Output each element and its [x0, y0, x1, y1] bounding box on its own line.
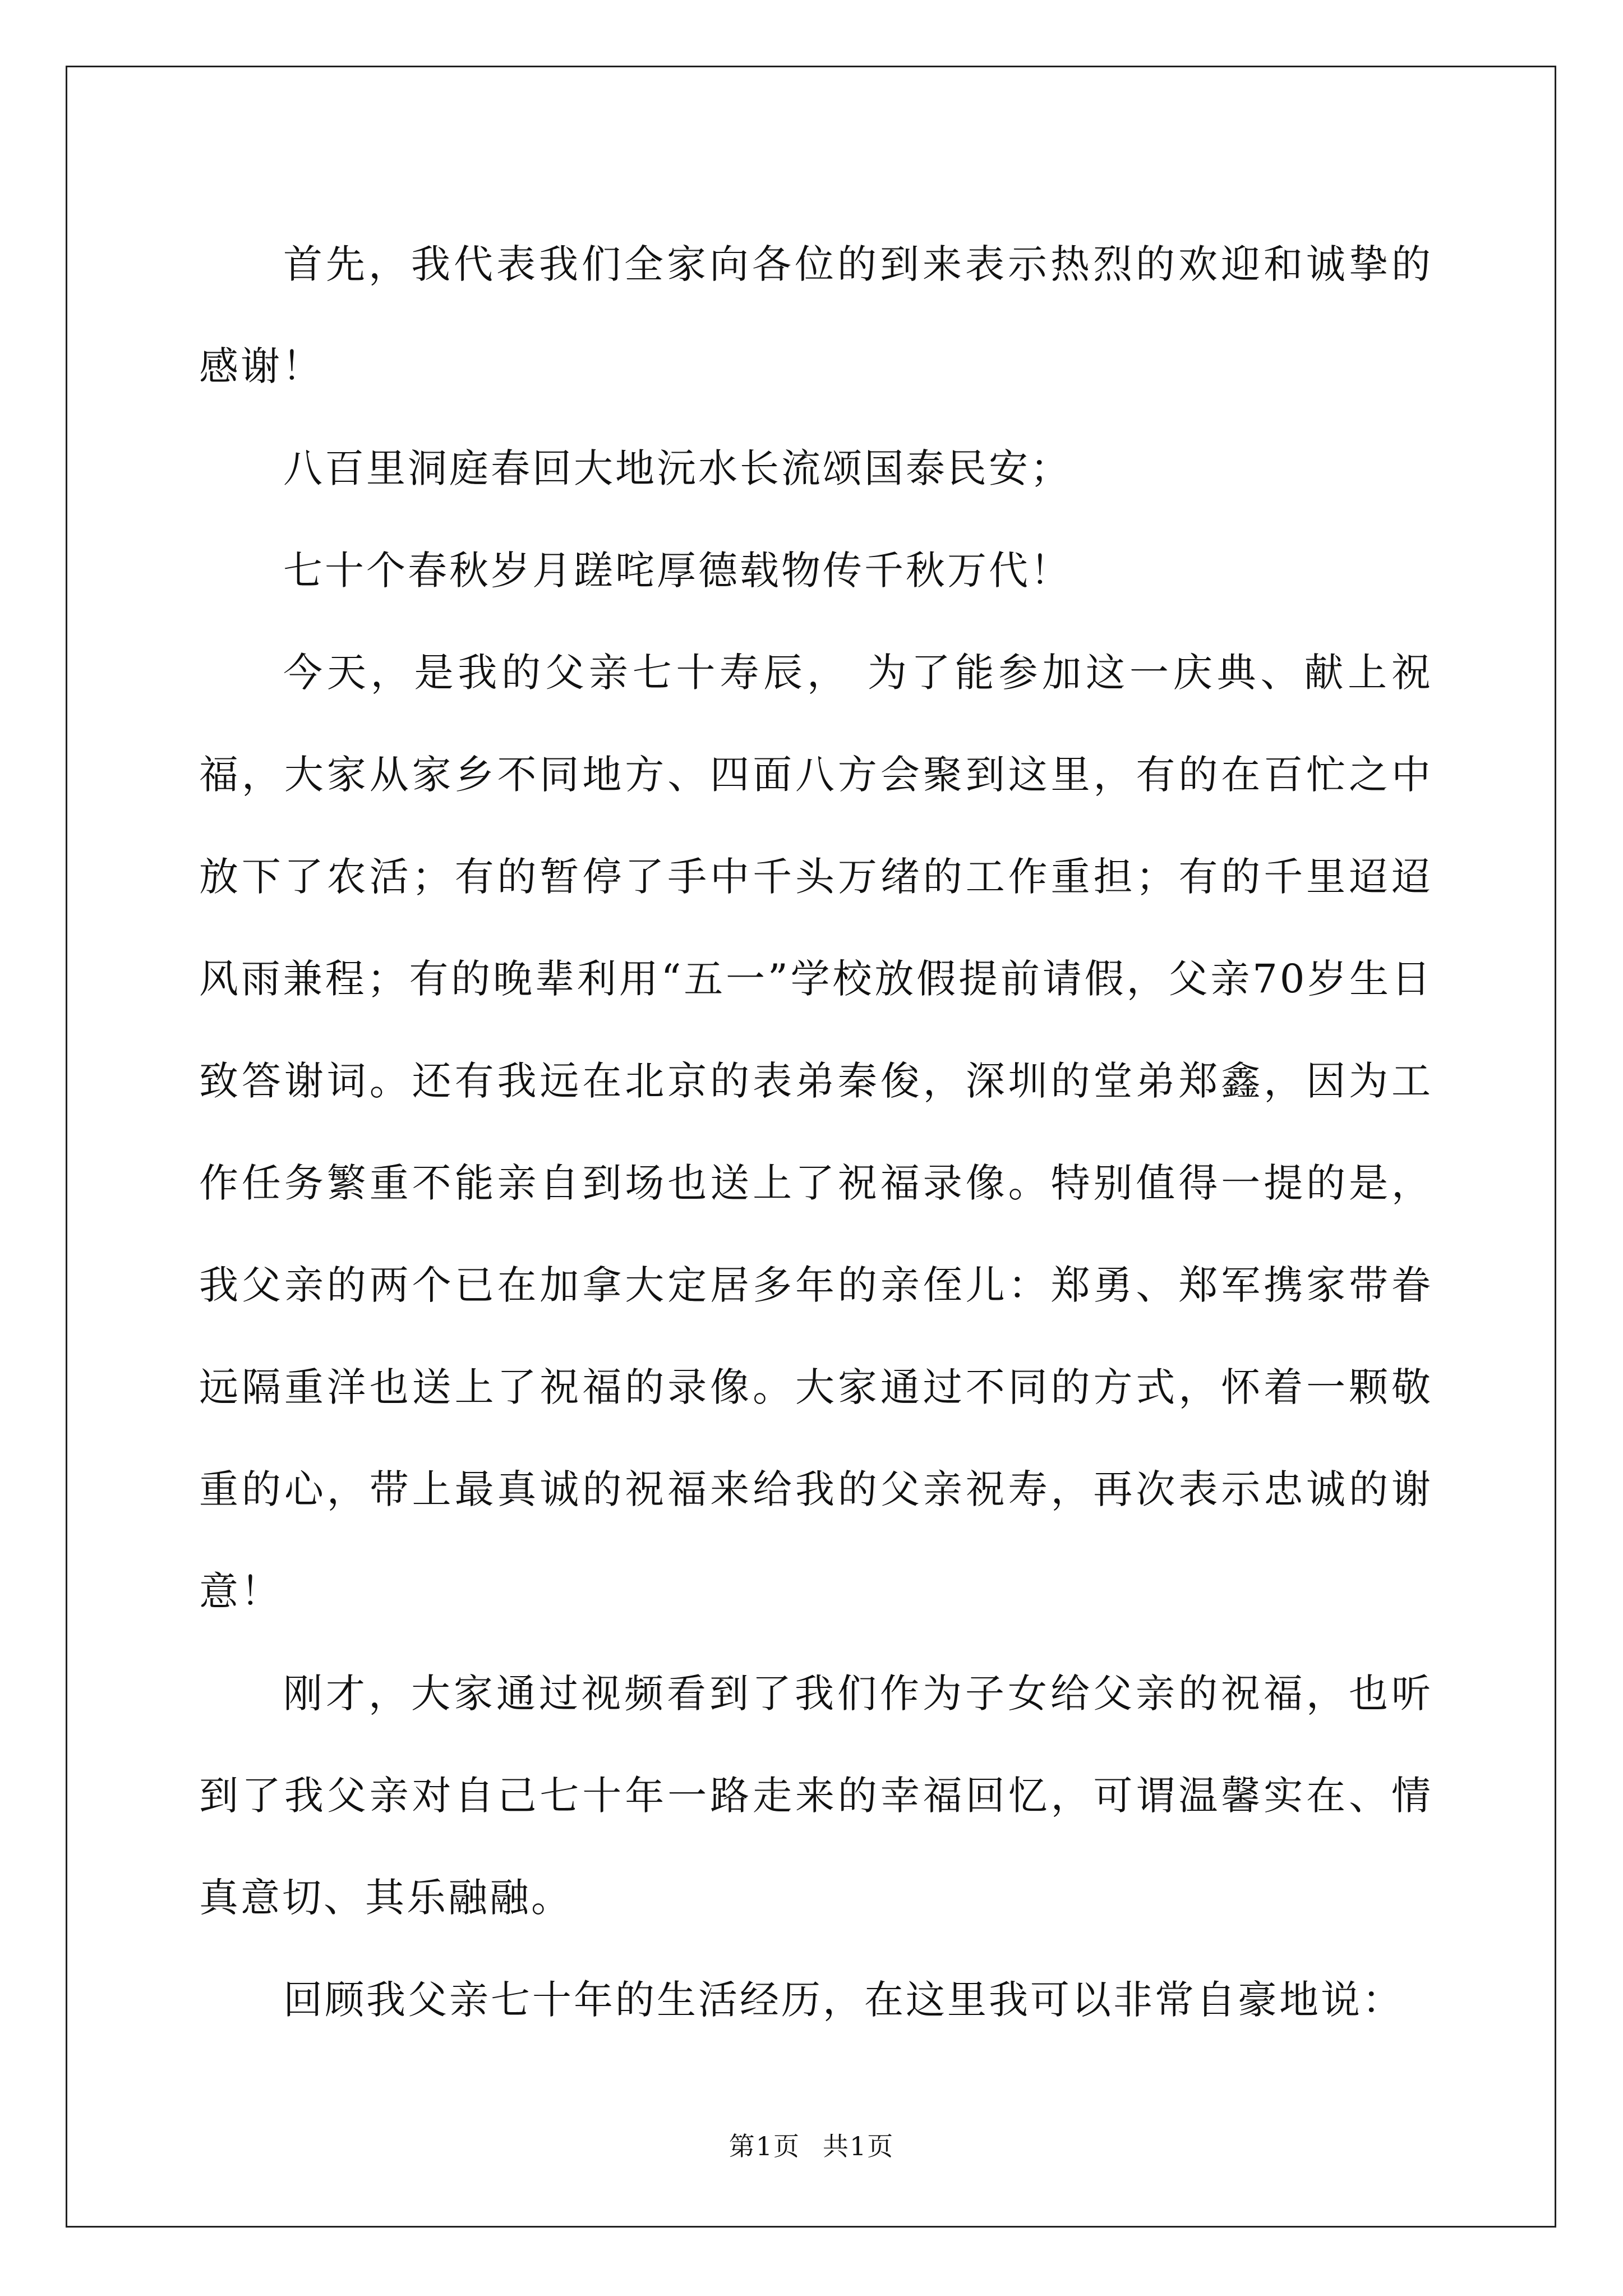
page-footer: [0, 2126, 1623, 2163]
page-number: 第1页: [728, 2131, 800, 2161]
paragraph-couplet-first: 八百里洞庭春回大地沅水长流颂国泰民安；: [283, 445, 1072, 491]
paragraph-review: 回顾我父亲七十年的生活经历，在这里我可以非常自豪地说：: [283, 1977, 1404, 2023]
paragraph-couplet-second: 七十个春秋岁月蹉咤厚德载物传千秋万代！: [283, 547, 1072, 593]
page-total: 共1页: [823, 2131, 895, 2161]
paragraph-greeting: 首先，我代表我们全家向各位的到来表示热烈的欢迎和诚挚的感谢！: [199, 241, 1433, 389]
document-body: [199, 213, 1433, 2051]
paragraph-video: 刚才，大家通过视频看到了我们作为子女给父亲的祝福，也听到了我父亲对自己七十年一路走来的幸福回忆，可谓温馨实在、情真意切、其乐融融。: [199, 1671, 1433, 1921]
paragraph-thanks: 今天，是我的父亲七十寿辰， 为了能参加这一庆典、献上祝福，大家从家乡不同地方、四面八方会聚到这里，有的在百忙之中放下了农活；有的暂停了手中千头万绪的工作重担；有的千里迢迢风雨兼程；有的晚辈利用“五一”学校放假提前请假，父亲70岁生日致答谢词。还有我远在北京的表弟秦俊，深圳的堂弟郑鑫，因为工作任务繁重不能亲自到场也送上了祝福录像。特别值得一提的是，我父亲的两个已在加拿大定居多年的亲侄儿：郑勇、郑军携家带眷远隔重洋也送上了祝福的录像。大家通过不同的方式，怀着一颗敬重的心，带上最真诚的祝福来给我的父亲祝寿，再次表示忠诚的谢意！: [199, 650, 1433, 1614]
